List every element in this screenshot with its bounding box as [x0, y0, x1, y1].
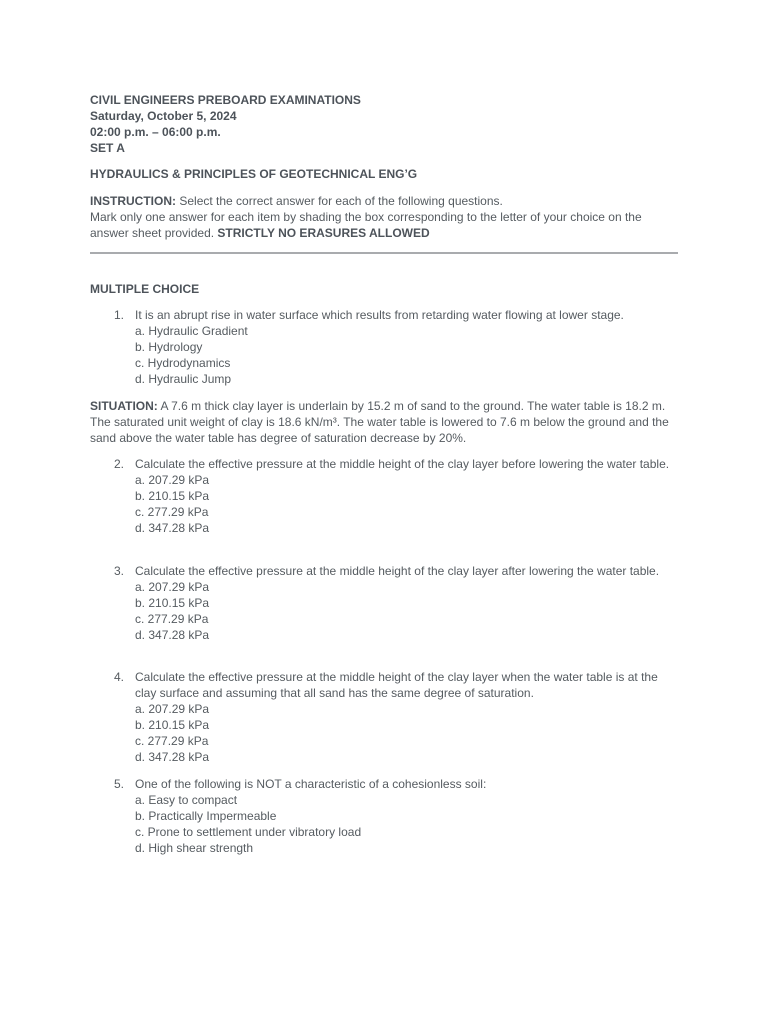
option-d: d. 347.28 kPa: [135, 750, 210, 764]
question-item: [110, 563, 670, 643]
option-b: b. Practically Impermeable: [135, 809, 277, 823]
situation-block: [90, 398, 680, 446]
option-d: d. 347.28 kPa: [135, 521, 210, 535]
question-text: Calculate the effective pressure at the middle height of the clay layer when the water table is at the clay surface and assuming that all sand has the same degree of saturation.: [135, 670, 658, 700]
horizontal-divider: [90, 252, 678, 254]
subject-title: HYDRAULICS & PRINCIPLES OF GEOTECHNICAL ENG’G: [90, 167, 418, 181]
question-number: 2.: [113, 457, 124, 471]
question-item: [110, 776, 670, 856]
option-c: c. 277.29 kPa: [135, 612, 209, 626]
option-c: c. 277.29 kPa: [135, 734, 209, 748]
option-b: b. Hydrology: [135, 340, 203, 354]
option-d: d. Hydraulic Jump: [135, 372, 232, 386]
exam-time: 02:00 p.m. – 06:00 p.m.: [90, 125, 221, 139]
option-c: c. Prone to settlement under vibratory load: [135, 825, 362, 839]
instruction-line-1: Select the correct answer for each of the following questions.: [179, 194, 503, 208]
instruction-label: INSTRUCTION:: [90, 194, 176, 208]
option-b: b. 210.15 kPa: [135, 489, 210, 503]
option-a: a. 207.29 kPa: [135, 580, 210, 594]
option-a: a. Easy to compact: [135, 793, 238, 807]
question-item: [110, 669, 670, 765]
option-d: d. High shear strength: [135, 841, 254, 855]
question-item: [110, 456, 670, 536]
situation-text: A 7.6 m thick clay layer is underlain by 15.2 m of sand to the ground. The water table is 18.2 m. The saturated unit weight of clay is 18.6 kN/m³. The water table is lowered to 7.6 m below the ground and the sand above the water table has degree of saturation decrease by 20%.: [90, 399, 669, 445]
option-b: b. 210.15 kPa: [135, 596, 210, 610]
situation-label: SITUATION:: [90, 399, 158, 413]
exam-date: Saturday, October 5, 2024: [90, 109, 237, 123]
instruction-line-2: Mark only one answer for each item by shading the box corresponding to the letter of your choice on the answer sheet provided.: [90, 210, 642, 240]
exam-title: CIVIL ENGINEERS PREBOARD EXAMINATIONS: [90, 93, 361, 107]
option-a: a. Hydraulic Gradient: [135, 324, 248, 338]
exam-set: SET A: [90, 141, 125, 155]
question-text: Calculate the effective pressure at the middle height of the clay layer before lowering the water table.: [135, 457, 670, 471]
question-text: One of the following is NOT a characteristic of a cohesionless soil:: [135, 777, 487, 791]
option-c: c. 277.29 kPa: [135, 505, 209, 519]
option-b: b. 210.15 kPa: [135, 718, 210, 732]
exam-header: [90, 92, 690, 156]
option-a: a. 207.29 kPa: [135, 473, 210, 487]
question-item: [110, 307, 670, 387]
option-a: a. 207.29 kPa: [135, 702, 210, 716]
option-d: d. 347.28 kPa: [135, 628, 210, 642]
question-text: It is an abrupt rise in water surface which results from retarding water flowing at lower stage.: [135, 308, 624, 322]
section-title: MULTIPLE CHOICE: [90, 282, 200, 296]
question-number: 5.: [113, 777, 124, 791]
instruction-block: [90, 193, 680, 241]
question-number: 4.: [113, 670, 124, 684]
option-c: c. Hydrodynamics: [135, 356, 231, 370]
instruction-emphasis: STRICTLY NO ERASURES ALLOWED: [217, 226, 430, 240]
question-number: 3.: [113, 564, 124, 578]
question-number: 1.: [113, 308, 124, 322]
question-text: Calculate the effective pressure at the middle height of the clay layer after lowering the water table.: [135, 564, 660, 578]
